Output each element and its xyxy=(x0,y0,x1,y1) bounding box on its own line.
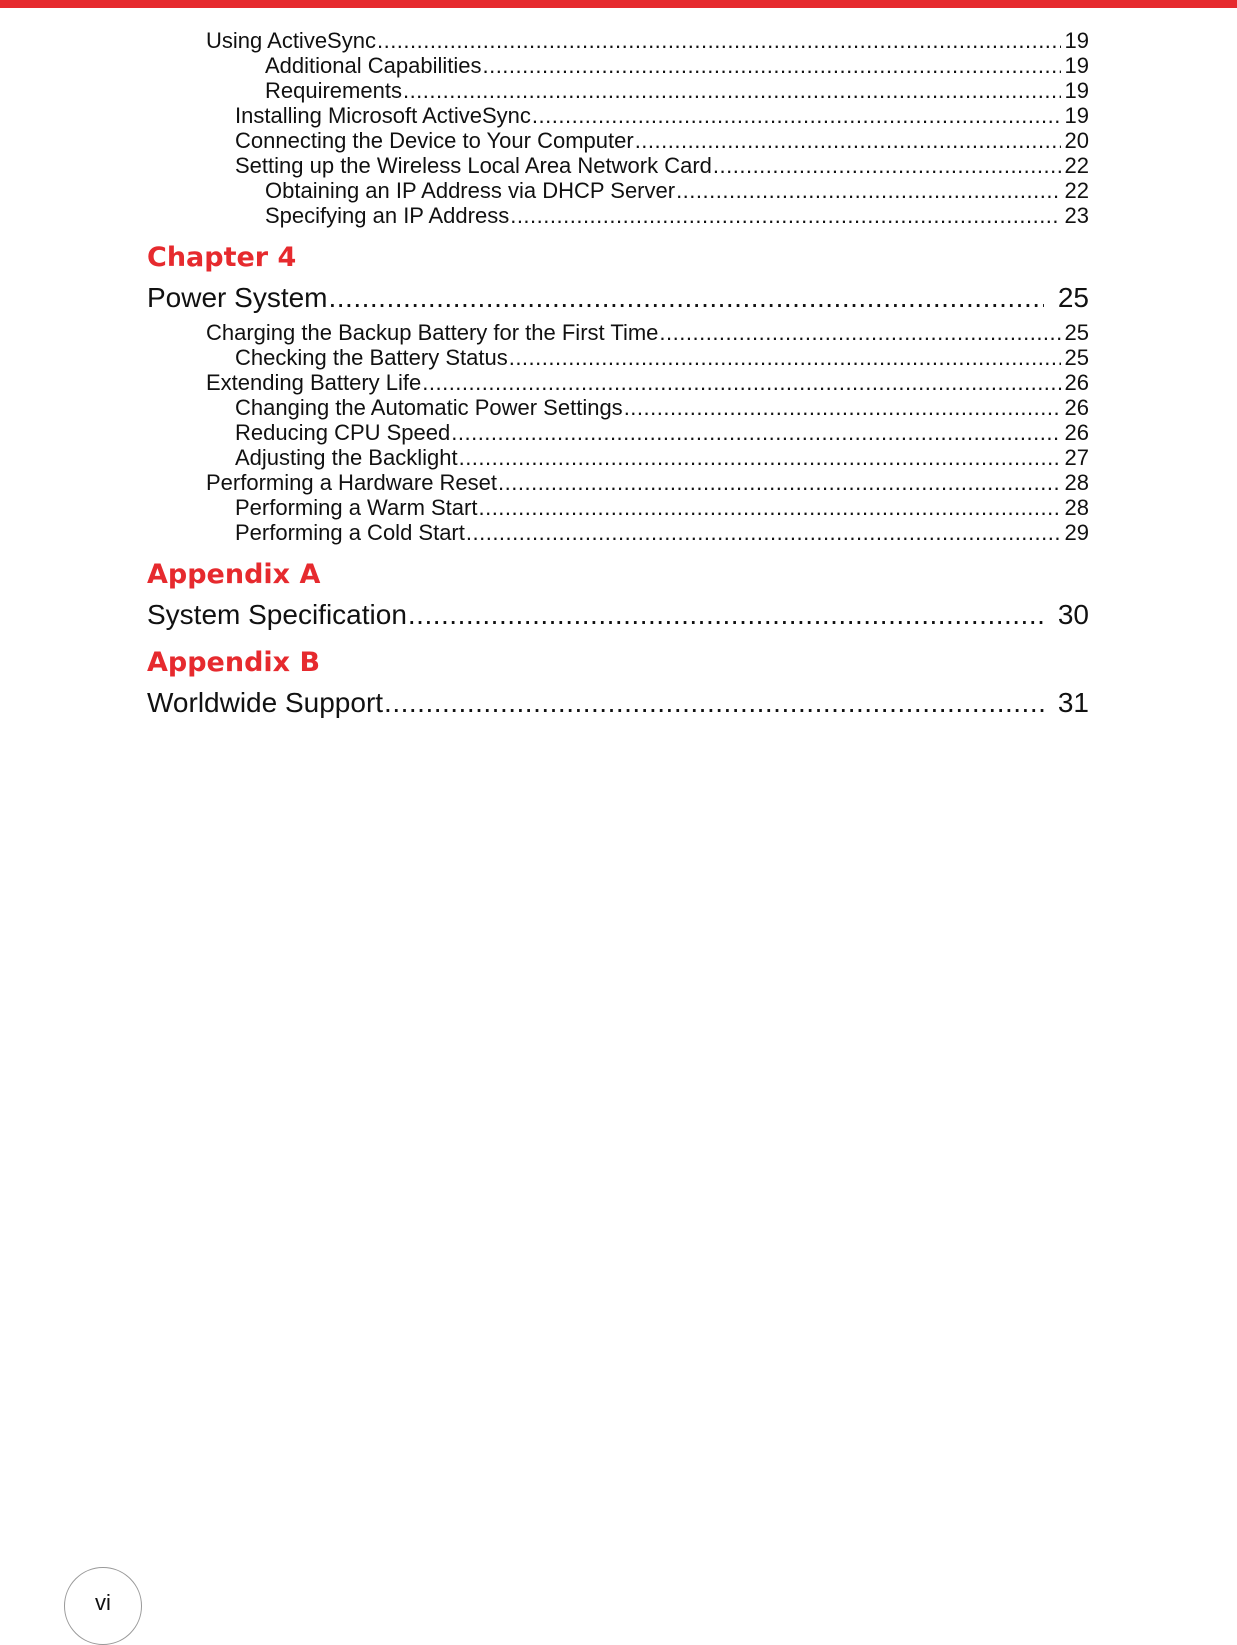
dot-leader xyxy=(510,203,1060,228)
toc-entry-title: Requirements xyxy=(265,78,402,103)
toc-entry-title: Charging the Backup Battery for the First Time xyxy=(206,320,659,345)
toc-entry-wlan-card[interactable] xyxy=(147,153,1089,178)
toc-entry-title: Additional Capabilities xyxy=(265,53,482,78)
dot-leader xyxy=(676,178,1060,203)
toc-entry-title: Reducing CPU Speed xyxy=(235,420,451,445)
toc-entry-warm-start[interactable] xyxy=(147,495,1089,520)
appendix-a-heading: Appendix A xyxy=(147,559,321,590)
toc-entry-title: Using ActiveSync xyxy=(206,28,376,53)
dot-leader xyxy=(329,280,1044,316)
toc-entry-title: Adjusting the Backlight xyxy=(235,445,458,470)
toc-entry-title: Setting up the Wireless Local Area Network Card xyxy=(235,153,712,178)
toc-entry-title: Extending Battery Life xyxy=(206,370,422,395)
toc-appendix-worldwide-support[interactable] xyxy=(147,685,1089,721)
dot-leader xyxy=(451,420,1060,445)
appendix-b-heading: Appendix B xyxy=(147,647,321,678)
toc-entry-page: 28 xyxy=(1064,495,1089,520)
toc-entry-page: 19 xyxy=(1064,78,1089,103)
toc-entry-title: Performing a Cold Start xyxy=(235,520,465,545)
toc-entry-extending-battery-life[interactable] xyxy=(147,370,1089,395)
page-number: vi xyxy=(95,1590,111,1615)
toc-entry-title: Checking the Battery Status xyxy=(235,345,508,370)
toc-appendix-system-specification[interactable] xyxy=(147,597,1089,633)
dot-leader xyxy=(408,597,1044,633)
toc-entry-page: 26 xyxy=(1064,420,1089,445)
toc-entry-title: Performing a Warm Start xyxy=(235,495,478,520)
dot-leader xyxy=(482,53,1060,78)
dot-leader xyxy=(659,320,1060,345)
toc-entry-specify-ip[interactable] xyxy=(147,203,1089,228)
toc-entry-page: 25 xyxy=(1064,345,1089,370)
toc-entry-page: 20 xyxy=(1064,128,1089,153)
dot-leader xyxy=(713,153,1061,178)
toc-entry-page: 22 xyxy=(1064,153,1089,178)
dot-leader xyxy=(635,128,1061,153)
toc-entry-page: 29 xyxy=(1064,520,1089,545)
toc-entry-title: Changing the Automatic Power Settings xyxy=(235,395,623,420)
toc-entry-page: 22 xyxy=(1064,178,1089,203)
dot-leader xyxy=(532,103,1061,128)
dot-leader xyxy=(466,520,1061,545)
toc-entry-page: 19 xyxy=(1064,103,1089,128)
toc-entry-title: Performing a Hardware Reset xyxy=(206,470,498,495)
toc-entry-charging-backup-battery[interactable] xyxy=(147,320,1089,345)
dot-leader xyxy=(498,470,1061,495)
toc-entry-additional-capabilities[interactable] xyxy=(147,53,1089,78)
toc-entry-page: 19 xyxy=(1064,53,1089,78)
toc-entry-title: Specifying an IP Address xyxy=(265,203,510,228)
toc-entry-backlight[interactable] xyxy=(147,445,1089,470)
toc-entry-cpu-speed[interactable] xyxy=(147,420,1089,445)
toc-entry-dhcp[interactable] xyxy=(147,178,1089,203)
toc-entry-battery-status[interactable] xyxy=(147,345,1089,370)
dot-leader xyxy=(422,370,1060,395)
toc-entry-using-activesync[interactable] xyxy=(147,28,1089,53)
dot-leader xyxy=(478,495,1060,520)
toc-entry-page: 19 xyxy=(1064,28,1089,53)
dot-leader xyxy=(624,395,1061,420)
toc-entry-cold-start[interactable] xyxy=(147,520,1089,545)
top-accent-bar xyxy=(0,0,1237,8)
toc-entry-title: Connecting the Device to Your Computer xyxy=(235,128,634,153)
toc-entry-page: 23 xyxy=(1064,203,1089,228)
dot-leader xyxy=(509,345,1061,370)
toc-entry-connecting-device[interactable] xyxy=(147,128,1089,153)
toc-entry-page: 26 xyxy=(1064,395,1089,420)
toc-entry-requirements[interactable] xyxy=(147,78,1089,103)
toc-entry-page: 28 xyxy=(1064,470,1089,495)
dot-leader xyxy=(459,445,1061,470)
toc-chapter-power-system[interactable] xyxy=(147,280,1089,316)
table-of-contents xyxy=(147,28,1089,725)
toc-entry-hardware-reset[interactable] xyxy=(147,470,1089,495)
toc-entry-title: Obtaining an IP Address via DHCP Server xyxy=(265,178,676,203)
chapter-4-heading: Chapter 4 xyxy=(147,242,297,273)
toc-entry-auto-power-settings[interactable] xyxy=(147,395,1089,420)
toc-chapter-page: 30 xyxy=(1057,599,1089,630)
toc-chapter-title: Worldwide Support xyxy=(147,687,384,718)
toc-chapter-page: 25 xyxy=(1057,282,1089,313)
dot-leader xyxy=(377,28,1061,53)
toc-entry-page: 26 xyxy=(1064,370,1089,395)
toc-entry-installing-activesync[interactable] xyxy=(147,103,1089,128)
dot-leader xyxy=(403,78,1061,103)
toc-entry-page: 25 xyxy=(1064,320,1089,345)
dot-leader xyxy=(384,685,1044,721)
toc-chapter-title: System Specification xyxy=(147,599,407,630)
toc-entry-title: Installing Microsoft ActiveSync xyxy=(235,103,531,128)
toc-chapter-page: 31 xyxy=(1057,687,1089,718)
toc-entry-page: 27 xyxy=(1064,445,1089,470)
toc-chapter-title: Power System xyxy=(147,282,328,313)
